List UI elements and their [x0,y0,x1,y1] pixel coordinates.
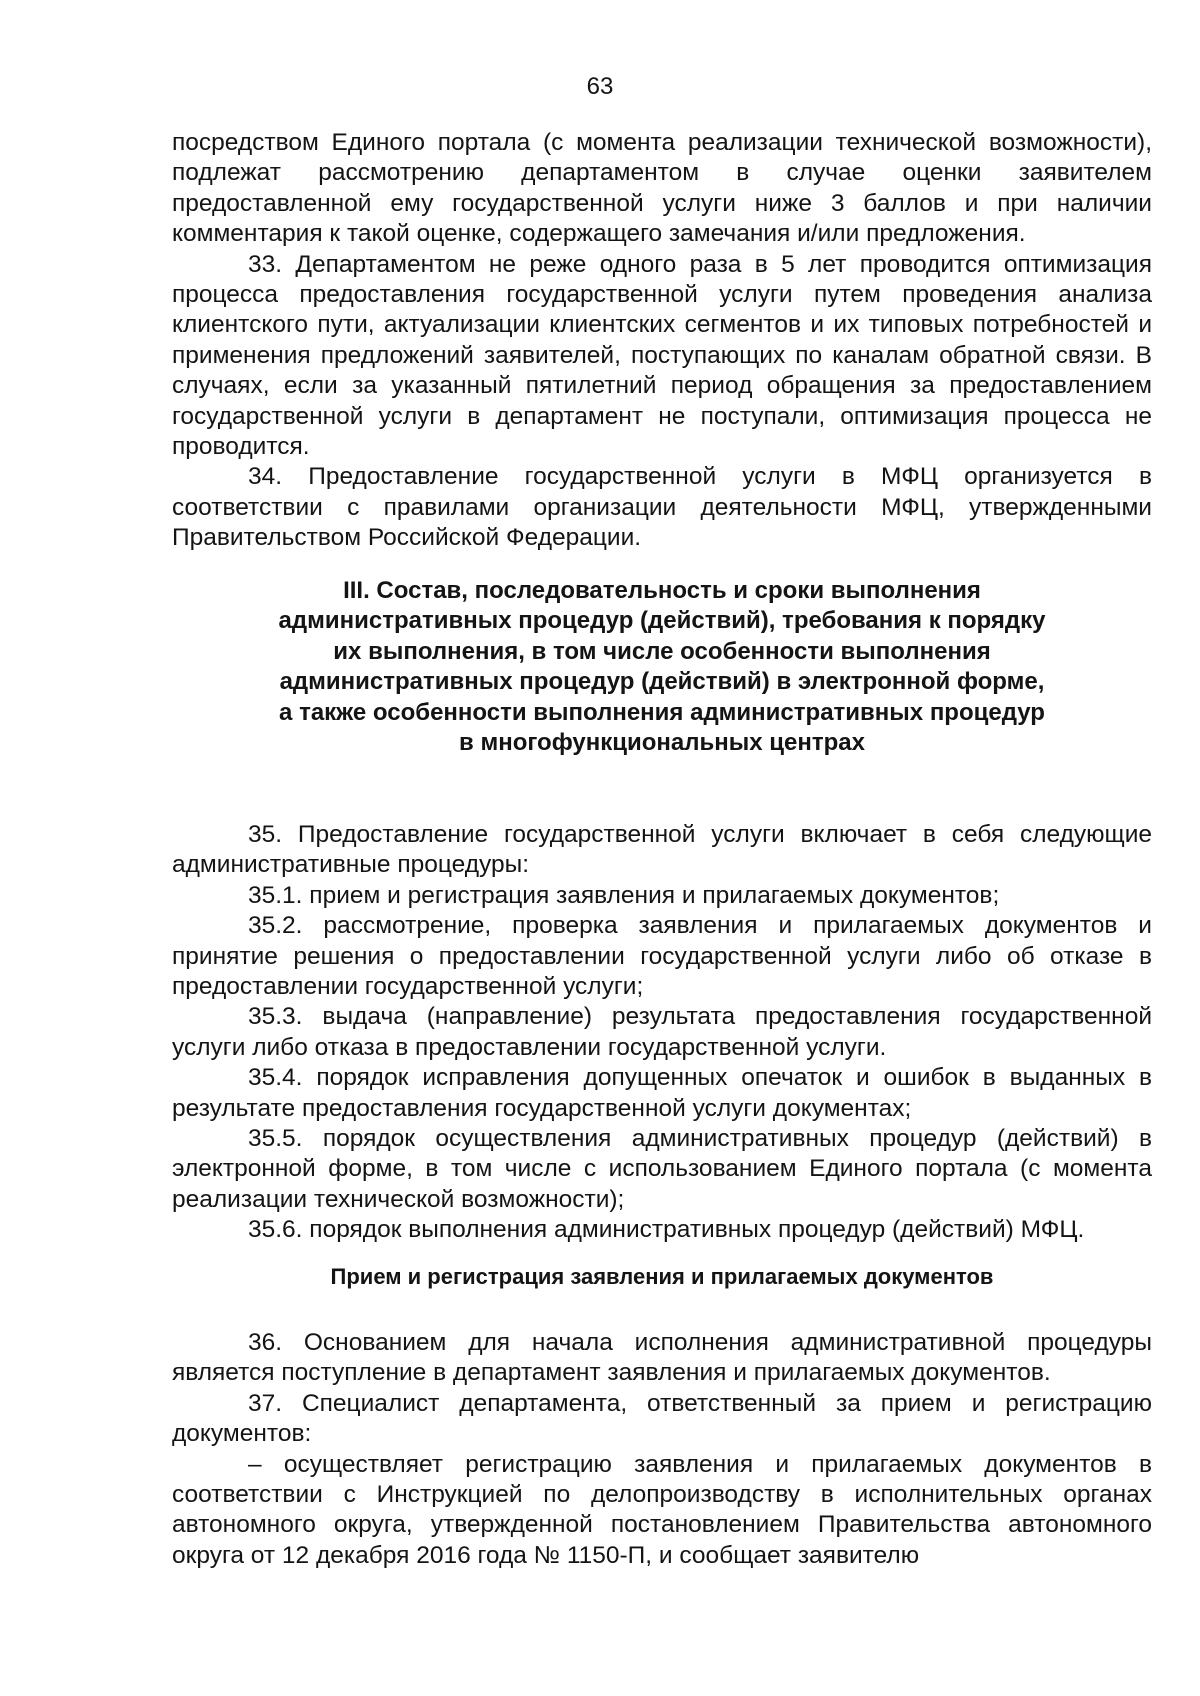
paragraph-continuation: посредством Единого портала (с момента реализации технической возможности), подлежат рассмотрению департаментом в случае оценки заявителем предоставленной ему государственной услуги ниже 3 баллов и при наличии комментария к такой оценке, содержащего замечания и/или предложения. [172,129,1152,248]
paragraph-33: 33. Департаментом не реже одного раза в 5 лет проводится оптимизация процесса предоставления государственной услуги путем проведения анализа клиентского пути, актуализации клиентских сегментов и их типовых потребностей и применения предложений заявителей, поступающих по каналам обратной связи. В случаях, если за указанный пятилетний период обращения за предоставлением государственной услуги в департамент не поступали, оптимизация процесса не проводится. [172,250,1152,461]
subsection-heading: Прием и регистрация заявления и прилагаемых документов [330,1264,994,1289]
paragraph-35-6: 35.6. порядок выполнения административных процедур (действий) МФЦ. [248,1216,1085,1244]
paragraph-34: 34. Предоставление государственной услуги в МФЦ организуется в соответствии с правилами организации деятельности МФЦ, утвержденными Правительством Российской Федерации. [172,463,1152,552]
paragraph-35-3: 35.3. выдача (направление) результата предоставления государственной услуги либо отказа в предоставлении государственной услуги. [172,1003,1152,1061]
paragraph-37: 37. Специалист департамента, ответственный за прием и регистрацию документов: [172,1389,1152,1448]
paragraph-35: 35. Предоставление государственной услуги включает в себя следующие административные процедуры: [172,821,1152,879]
section-heading-line: III. Состав, последовательность и сроки выполнения [343,577,981,604]
section-heading-line: административных процедур (действий) в электронной форме, [279,668,1045,696]
paragraph-35-2: 35.2. рассмотрение, проверка заявления и прилагаемых документов и принятие решения о предоставлении государственной услуги либо об отказе в предоставлении государственной услуги; [172,912,1152,1001]
section-heading [172,576,1152,758]
section-heading-line: в многофункциональных центрах [459,729,865,757]
paragraph-36: 36. Основанием для начала исполнения административной процедуры является поступление в департамент заявления и прилагаемых документов. [172,1329,1152,1387]
page-number: 63 [586,73,614,100]
paragraph-37-item: – осуществляет регистрацию заявления и прилагаемых документов в соответствии с Инструкцией по делопроизводству в исполнительных органах автономного округа, утвержденной постановлением Правительства автономного округа от 12 декабря 2016 года № 1150-П, и сообщает заявителю [172,1450,1152,1569]
section-heading-line: а также особенности выполнения административных процедур [279,698,1045,726]
section-heading-line: их выполнения, в том числе особенности выполнения [333,637,991,665]
paragraph-35-1: 35.1. прием и регистрация заявления и прилагаемых документов; [248,881,1000,909]
text-block-middle [172,820,1152,1246]
text-block-top [172,128,1152,554]
paragraph-35-4: 35.4. порядок исправления допущенных опечаток и ошибок в выданных в результате предоставления государственной услуги документах; [172,1064,1152,1122]
text-block-bottom [172,1328,1152,1571]
section-heading-line: административных процедур (действий), требования к порядку [278,607,1046,635]
paragraph-35-5: 35.5. порядок осуществления административных процедур (действий) в электронной форме, в том числе с использованием Единого портала (с момента реализации технической возможности); [172,1125,1152,1213]
